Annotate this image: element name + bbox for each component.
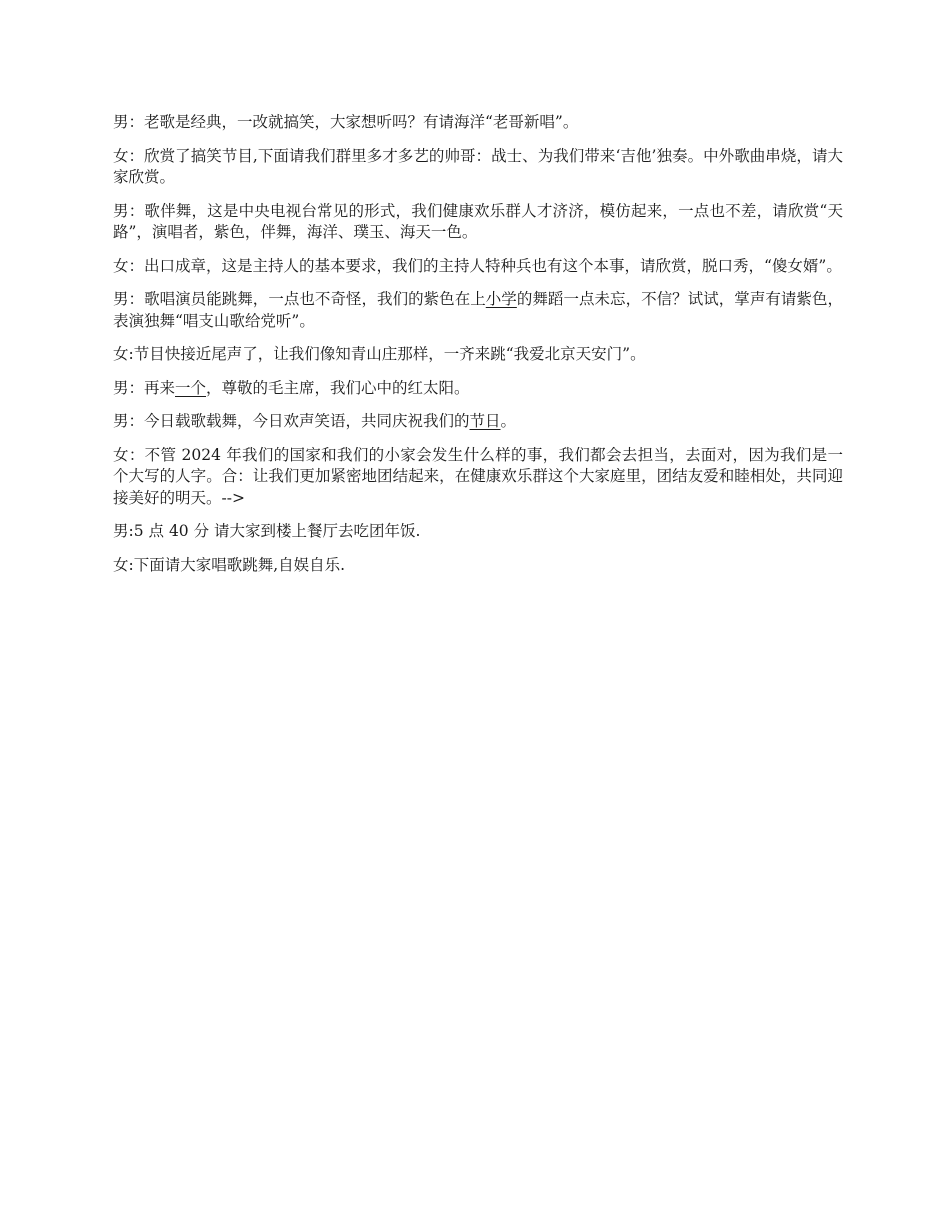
paragraph [113,378,843,400]
paragraph [113,146,843,189]
text-run: 男：今日载歌载舞，今日欢声笑语，共同庆祝我们的 [113,412,470,430]
text-run: 男:5 点 40 分 请大家到楼上餐厅去吃团年饭. [113,522,421,540]
paragraph [113,344,843,366]
paragraph [113,201,843,244]
paragraph [113,521,843,543]
paragraph [113,555,843,577]
document-page [113,112,843,588]
paragraph [113,112,843,134]
text-run: 女:下面请大家唱歌跳舞,自娱自乐. [113,555,346,574]
link-yige[interactable]: 一个 [175,378,207,397]
paragraph [113,289,843,332]
text-run: 女：出口成章，这是主持人的基本要求，我们的主持人特种兵也有这个本事，请欣赏，脱口秀，“傻女婿”。 [113,256,842,275]
text-run: 男：歌唱演员能跳舞，一点也不奇怪，我们的紫色在上 [113,290,486,308]
text-run: 女:节目快接近尾声了，让我们像知青山庄那样，一齐来跳“我爱北京天安门”。 [113,345,646,363]
text-run: ，尊敬的毛主席，我们心中的红太阳。 [206,378,470,397]
paragraph [113,256,843,278]
text-run: 男：老歌是经典，一改就搞笑，大家想听吗？有请海洋“老哥新唱”。 [113,113,579,131]
text-run: 男：歌伴舞，这是中央电视台常见的形式，我们健康欢乐群人才济济，模仿起来，一点也不差，请欣赏“天路”，演唱者，紫色，伴舞，海洋、璞玉、海天一色。 [113,201,843,241]
text-run: 女：不管 2024 年我们的国家和我们的小家会发生什么样的事，我们都会去担当，去面对，因为我们是一个大写的人字。合：让我们更加紧密地团结起来，在健康欢乐群这个大家庭里，团结友爱和睦相处，共同迎接美好的明天。--> [113,445,843,507]
text-run: 女：欣赏了搞笑节目,下面请我们群里多才多艺的帅哥：战士、为我们带来‘吉他’独奏。中外歌曲串烧，请大家欣赏。 [113,146,843,186]
link-jieri[interactable]: 节日 [469,412,501,430]
paragraph [113,411,843,433]
paragraph [113,445,843,510]
text-run: 男：再来 [113,378,176,397]
text-run: 。 [500,412,517,430]
text-run: 的舞蹈一点未忘，不信？试试，掌声有请紫色，表演独舞“唱支山歌给党听”。 [113,290,843,330]
link-xiaoxue[interactable]: 小学 [485,290,517,308]
